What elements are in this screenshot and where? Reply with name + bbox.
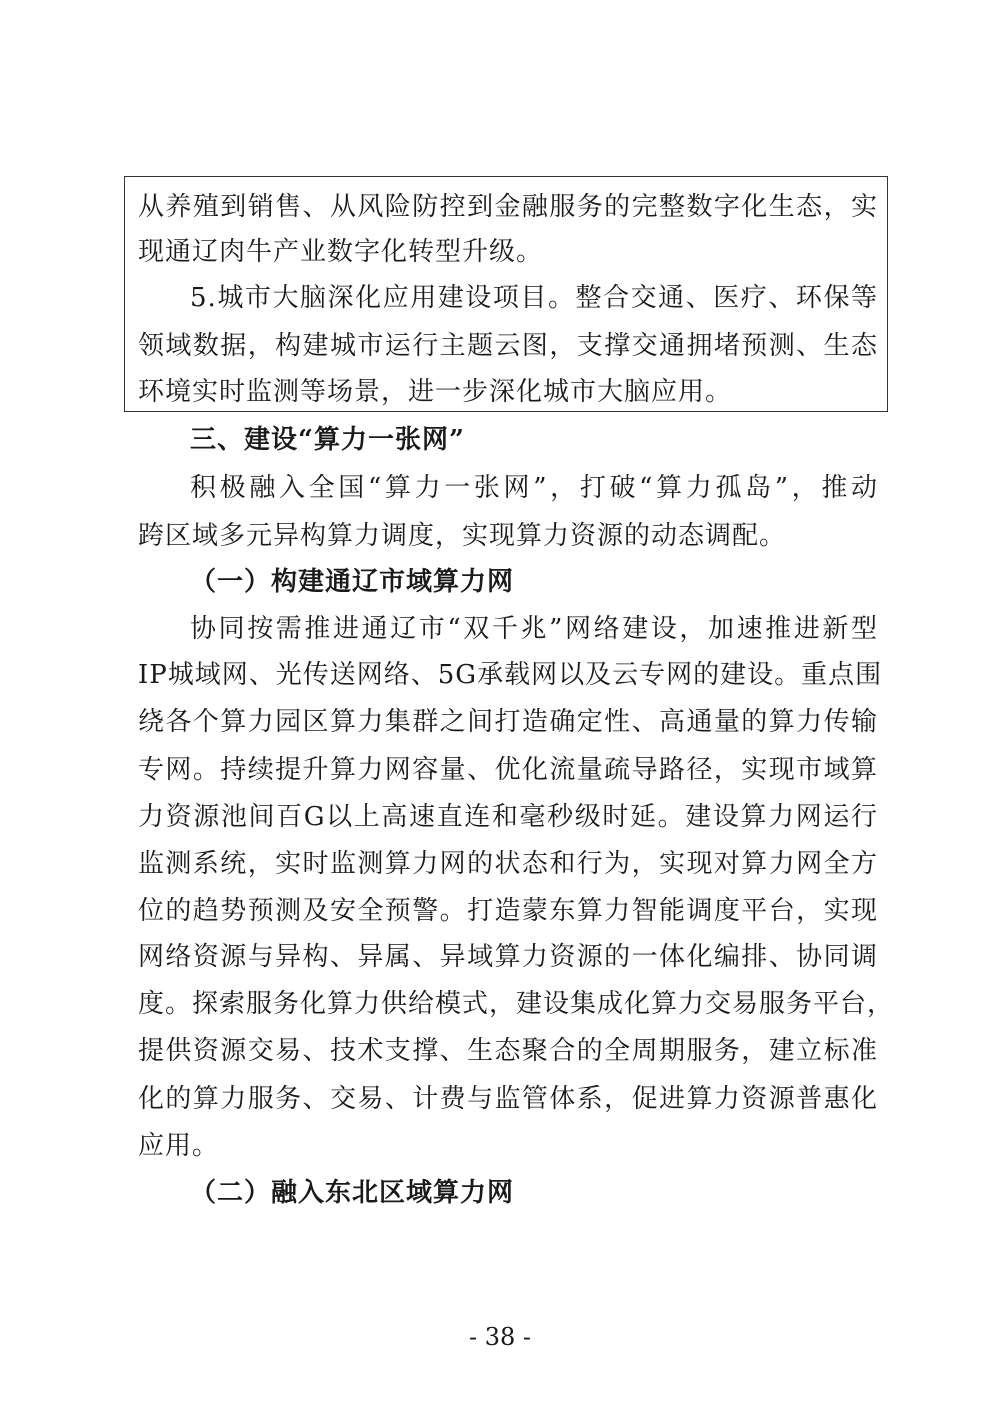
section-heading: 三、建设“算力一张网” [190,425,465,455]
body-line: 从养殖到销售、从风险防控到金融服务的完整数字化生态，实 [138,192,878,222]
body-line: 提供资源交易、技术支撑、生态聚合的全周期服务，建立标准 [138,1036,878,1066]
body-line: 领域数据，构建城市运行主题云图，支撑交通拥堵预测、生态 [138,331,878,361]
body-line: 应用。 [138,1131,220,1161]
body-line: 网络资源与异构、异属、异域算力资源的一体化编排、协同调 [138,942,878,972]
body-line: 跨区域多元异构算力调度，实现算力资源的动态调配。 [138,521,787,551]
body-line: 绕各个算力园区算力集群之间打造确定性、高通量的算力传输 [138,707,878,737]
body-line: 5.城市大脑深化应用建设项目。整合交通、医疗、环保等 [190,283,878,313]
body-line: 监测系统，实时监测算力网的状态和行为，实现对算力网全方 [138,849,878,879]
body-line: 积极融入全国“算力一张网”，打破“算力孤岛”，推动 [190,473,878,503]
subsection-heading: （一）构建通辽市域算力网 [190,567,515,597]
body-line: 协同按需推进通辽市“双千兆”网络建设，加速推进新型 [190,614,878,644]
body-line: 位的趋势预测及安全预警。打造蒙东算力智能调度平台，实现 [138,896,878,926]
body-line: 现通辽肉牛产业数字化转型升级。 [138,237,544,267]
body-line: 度。探索服务化算力供给模式，建设集成化算力交易服务平台， [138,989,895,1019]
body-line: IP城域网、光传送网络、5G承载网以及云专网的建设。重点围 [138,660,883,690]
body-line: 环境实时监测等场景，进一步深化城市大脑应用。 [138,377,733,407]
body-line: 专网。持续提升算力网容量、优化流量疏导路径，实现市域算 [138,755,878,785]
page-number: - 38 - [468,1323,531,1351]
body-line: 力资源池间百G以上高速直连和毫秒级时延。建设算力网运行 [138,802,878,832]
body-line: 化的算力服务、交易、计费与监管体系，促进算力资源普惠化 [138,1084,878,1114]
subsection-heading: （二）融入东北区域算力网 [190,1178,515,1208]
